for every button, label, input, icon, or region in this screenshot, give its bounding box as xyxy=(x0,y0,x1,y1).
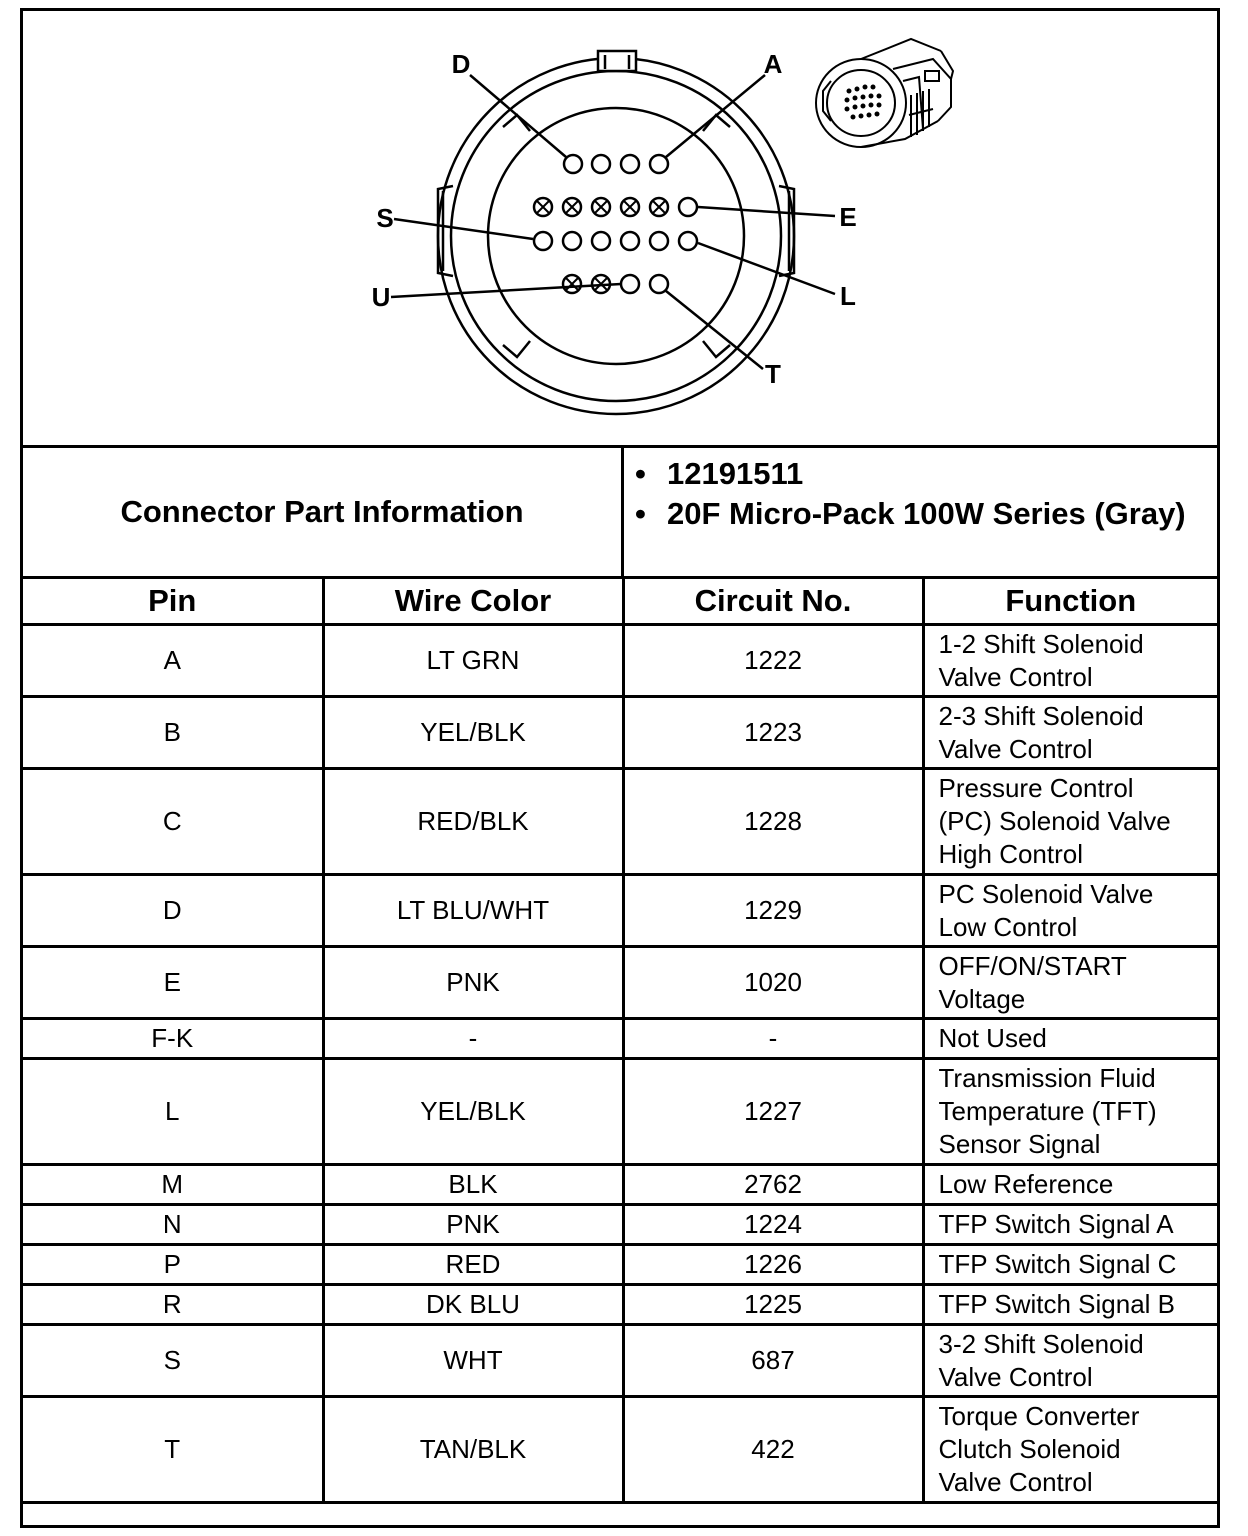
function-line: TFP Switch Signal A xyxy=(938,1209,1174,1239)
function-line: PC Solenoid Valve xyxy=(938,878,1154,909)
pin-n xyxy=(621,232,639,250)
table-header-row xyxy=(23,579,1217,625)
pin-cell: L xyxy=(23,1059,323,1165)
function-line: TFP Switch Signal B xyxy=(938,1289,1176,1319)
pin-cell: B xyxy=(23,697,323,769)
header-wire-color: Wire Color xyxy=(323,579,623,625)
pin-m xyxy=(650,232,668,250)
function-line: Transmission Fluid xyxy=(938,1063,1156,1093)
function-line: Pressure Control xyxy=(938,773,1134,803)
callout-l: L xyxy=(840,281,856,311)
function-line: 1-2 Shift Solenoid xyxy=(938,628,1144,659)
part-number: • 12191511 xyxy=(635,454,1205,494)
connector-outer-ring xyxy=(438,58,794,414)
leader-line-u xyxy=(391,284,621,297)
wire-color-cell: RED xyxy=(323,1245,623,1285)
connector-3d-pin-holes xyxy=(845,85,882,120)
function-cell xyxy=(923,1397,1217,1503)
function-cell xyxy=(923,1325,1217,1397)
function-cell xyxy=(923,1165,1217,1205)
pin-l xyxy=(679,232,697,250)
function-cell xyxy=(923,625,1217,697)
wire-color-cell: PNK xyxy=(323,947,623,1019)
pin-c xyxy=(592,155,610,173)
pin-b xyxy=(621,155,639,173)
connector-latch xyxy=(598,51,636,71)
callout-d: D xyxy=(451,49,471,79)
function-line: Clutch Solenoid xyxy=(938,1434,1121,1464)
function-line: 2-3 Shift Solenoid xyxy=(938,700,1144,731)
function-line: Torque Converter xyxy=(938,1401,1140,1431)
circuit-no-cell: 2762 xyxy=(623,1165,923,1205)
table-row xyxy=(23,1325,1217,1397)
wire-color-cell: - xyxy=(323,1019,623,1059)
function-line: (PC) Solenoid Valve xyxy=(938,806,1171,836)
function-line: Voltage xyxy=(938,983,1026,1014)
function-line: Low Reference xyxy=(938,1169,1114,1199)
pin-cell: F-K xyxy=(23,1019,323,1059)
callout-t: T xyxy=(765,359,781,389)
pin-cell: S xyxy=(23,1325,323,1397)
pin-t xyxy=(650,275,668,293)
pin-cell: C xyxy=(23,769,323,875)
connector-sheet xyxy=(20,8,1220,1528)
wire-color-cell: TAN/BLK xyxy=(323,1397,623,1503)
function-line: Valve Control xyxy=(938,661,1093,692)
function-cell xyxy=(923,1019,1217,1059)
function-line: 3-2 Shift Solenoid xyxy=(938,1328,1144,1359)
callout-s: S xyxy=(376,203,394,233)
pin-cell: D xyxy=(23,875,323,947)
connector-info-label: Connector Part Information xyxy=(120,494,524,529)
function-line: Valve Control xyxy=(938,1467,1093,1497)
table-row xyxy=(23,625,1217,697)
table-row xyxy=(23,769,1217,875)
circuit-no-cell: - xyxy=(623,1019,923,1059)
wire-color-cell: LT GRN xyxy=(323,625,623,697)
function-line: Low Control xyxy=(938,911,1078,942)
table-row xyxy=(23,1205,1217,1245)
pin-d xyxy=(564,155,582,173)
function-line: OFF/ON/START xyxy=(938,950,1127,981)
leader-line-l xyxy=(698,243,835,294)
pin-cell: N xyxy=(23,1205,323,1245)
pin-r xyxy=(563,232,581,250)
wire-color-cell: WHT xyxy=(323,1325,623,1397)
pin-cell: R xyxy=(23,1285,323,1325)
wire-color-cell: YEL/BLK xyxy=(323,697,623,769)
circuit-no-cell: 1226 xyxy=(623,1245,923,1285)
pin-cell: E xyxy=(23,947,323,1019)
leader-line-s xyxy=(394,219,533,239)
leader-line-e xyxy=(698,207,835,216)
function-cell xyxy=(923,1245,1217,1285)
table-row xyxy=(23,1285,1217,1325)
pin-cell: P xyxy=(23,1245,323,1285)
pin-p xyxy=(592,232,610,250)
circuit-no-cell: 1223 xyxy=(623,697,923,769)
leader-line-t xyxy=(666,291,763,369)
wire-color-cell: BLK xyxy=(323,1165,623,1205)
table-row xyxy=(23,1019,1217,1059)
circuit-no-cell: 687 xyxy=(623,1325,923,1397)
connector-face-drawing xyxy=(23,11,1217,445)
circuit-no-cell: 1229 xyxy=(623,875,923,947)
pin-u xyxy=(621,275,639,293)
table-row xyxy=(23,1245,1217,1285)
circuit-no-cell: 1225 xyxy=(623,1285,923,1325)
connector-diagram xyxy=(23,11,1217,448)
wire-color-cell: DK BLU xyxy=(323,1285,623,1325)
function-cell xyxy=(923,947,1217,1019)
pin-a xyxy=(650,155,668,173)
table-row xyxy=(23,1165,1217,1205)
connector-info-row xyxy=(23,448,1217,579)
function-line: High Control xyxy=(938,839,1084,869)
callout-a: A xyxy=(763,49,783,79)
circuit-no-cell: 422 xyxy=(623,1397,923,1503)
pin-table xyxy=(23,579,1217,1504)
table-row xyxy=(23,1059,1217,1165)
function-line: Temperature (TFT) xyxy=(938,1096,1157,1126)
pin-table-body xyxy=(23,625,1217,1503)
function-cell xyxy=(923,697,1217,769)
function-line: Valve Control xyxy=(938,1361,1093,1392)
connector-info-list xyxy=(635,454,1205,534)
circuit-no-cell: 1020 xyxy=(623,947,923,1019)
function-line: Valve Control xyxy=(938,733,1093,764)
connector-series: • 20F Micro-Pack 100W Series (Gray) xyxy=(635,494,1205,534)
info-divider xyxy=(621,448,624,576)
table-row xyxy=(23,875,1217,947)
circuit-no-cell: 1222 xyxy=(623,625,923,697)
header-circuit-no: Circuit No. xyxy=(623,579,923,625)
pin-cell: T xyxy=(23,1397,323,1503)
circuit-no-cell: 1224 xyxy=(623,1205,923,1245)
connector-3d-illustration xyxy=(816,39,953,147)
wire-color-cell: YEL/BLK xyxy=(323,1059,623,1165)
table-row xyxy=(23,947,1217,1019)
header-pin: Pin xyxy=(23,579,323,625)
pin-e xyxy=(679,198,697,216)
function-line: Not Used xyxy=(938,1023,1047,1053)
pin-s xyxy=(534,232,552,250)
pin-cell: A xyxy=(23,625,323,697)
function-cell xyxy=(923,875,1217,947)
header-function: Function xyxy=(923,579,1217,625)
pin-cell: M xyxy=(23,1165,323,1205)
callout-e: E xyxy=(839,202,857,232)
circuit-no-cell: 1228 xyxy=(623,769,923,875)
connector-inner-ring xyxy=(451,71,781,401)
wire-color-cell: RED/BLK xyxy=(323,769,623,875)
function-cell xyxy=(923,1285,1217,1325)
wire-color-cell: LT BLU/WHT xyxy=(323,875,623,947)
callout-u: U xyxy=(371,282,391,312)
circuit-no-cell: 1227 xyxy=(623,1059,923,1165)
table-row xyxy=(23,697,1217,769)
wire-color-cell: PNK xyxy=(323,1205,623,1245)
function-cell xyxy=(923,769,1217,875)
function-cell xyxy=(923,1205,1217,1245)
function-line: Sensor Signal xyxy=(938,1129,1101,1159)
connector-pin-field xyxy=(488,108,744,364)
table-row xyxy=(23,1397,1217,1503)
function-line: TFP Switch Signal C xyxy=(938,1249,1177,1279)
function-cell xyxy=(923,1059,1217,1165)
